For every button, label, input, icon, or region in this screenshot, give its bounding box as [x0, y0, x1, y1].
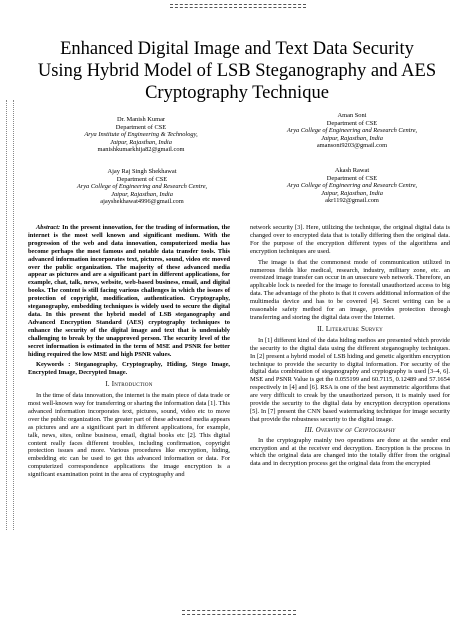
author-location: Jaipur, Rajasthan, India [111, 190, 173, 198]
keywords: Keywords : Steganography, Cryptography, Hiding, Stego Image, Encrypted Image, Decrypted Image. [28, 361, 230, 377]
author-dept: Department of CSE [116, 175, 168, 183]
author-dept: Department of CSE [115, 123, 167, 131]
author-location: Jaipur, Rajasthan, India [321, 134, 383, 142]
author-name: Dr. Manish Kumar [116, 116, 166, 123]
author-email: ajayshekhawat4996@gmail.com [100, 198, 184, 206]
abstract [28, 224, 230, 358]
paragraph: The image is that the commonest mode of communication utilized in numerous fields like medical, research, industry, military zone, etc. an oversized image transfer can occur in an unsecure web network. Therefore, an applicable lock is needed for the image to forestall unauthorized access to big data. The advantage of the photo is that it covers additional information of the multimedia device and has to be covered [4]. Secret writing can be a reasonable safety method for an image, provides protection through transferring and storing the digital data over the Internet. [250, 258, 450, 321]
author-block [270, 167, 434, 205]
author-institution: Arya College of Engineering and Research Centre, [286, 182, 418, 190]
author-institution: Arya College of Engineering and Research Centre, [286, 127, 418, 135]
paragraph: network security [3]. Here, utilizing the technique, the original digital data is changed over to encrypted data that is totally differing then the original data. For the purpose of the encryption different types of the algorithms and encryption techniques are used. [250, 224, 450, 255]
author-name: Ajay Raj Singh Shekhawat [107, 168, 177, 175]
right-column [250, 224, 450, 471]
paragraph: In the cryptography mainly two operations are done at the sender end encryption and at the receiver end decryption. Encryption is the process in which the original data are changed into the totally differ from the original data and in decryption process get the original data from the encrypted [250, 436, 450, 468]
paper-title: Enhanced Digital Image and Text Data Security Using Hybrid Model of LSB Steganography and AES Cryptography Technique [37, 39, 437, 103]
author-dept: Department of CSE [326, 119, 378, 127]
author-name: Aman Soni [337, 112, 367, 119]
side-stamp [6, 100, 14, 530]
author-dept: Department of CSE [326, 174, 378, 182]
author-location: Jaipur, Rajasthan, India [110, 138, 172, 146]
author-block [66, 116, 216, 154]
abstract-label: Abstract: [36, 224, 61, 231]
abstract-text: In the present innovation, for the trading of information, the internet is the most well known and significant medium. With the progression of the web and data innovation, computerized media has become perhaps the most famous and notable data transfer tools. This advanced information incorporates text, pictures, sound, video etc moved over the public organization. The majority of these advanced media appear as pictures and are a significant part in different applications, for example, chat, talk, news, website, web-based business, email, and digital books. The content is still facing various challenges in which the issues of protection of copyright, modification, authentication. Cryptography, steganography, embedding techniques is widely used to secure the digital data. In this present the hybrid model of LSB steganography and Advanced Encryption Standard (AES) cryptography techniques to enhance the security of the digital image and text that is undeniably challenging to break by the unapproved person. The security level of the secret information is estimated in the term of MSE and PSNR for better hiding required the low MSE and high PSNR values. [28, 224, 230, 358]
section-heading-cryptography: III. Overview of Cryptography [304, 426, 396, 434]
author-block [270, 112, 434, 150]
author-block [60, 168, 224, 206]
footer-rule [182, 610, 296, 615]
author-email: amansoni9203@gmail.com [316, 142, 388, 150]
header-rule [170, 4, 306, 8]
section-heading-introduction: I. Introduction [105, 381, 153, 389]
author-location: Jaipur, Rajasthan, India [321, 189, 383, 197]
author-email: manishkumarkhija82@gmail.com [97, 146, 185, 154]
paragraph: In [1] different kind of the data hiding methos are presented which provide the security to the digital data using the different steganography techniques. In [2] present a hybrid model of LSB hiding and genetic algorithm encryption technique to provide the security to digital information. For security of the digital data combination of steganography and cryptography is used [3–4, 6]. MSE and PSNR Value is get the 0.055199 and 60.7115, 0.12489 and 57.1654 respectively in [4] and [6]. RSA is one of the best asymmetric algorithms that are very difficult to creak by the unauthorized person, it is mainly used for provide the security to the digital data by encryption decryption operations [5]. In [7] present the CNN based watermarking technique for image security that provide the robustness security to the digital image. [250, 336, 450, 423]
author-email: akr1192@gmail.com [325, 197, 379, 205]
author-name: Akash Rawat [334, 167, 370, 174]
paragraph: In the time of data innovation, the internet is the main piece of data trade or most well-known way for transferring or sharing the information data [1]. This advanced information incorporates text, pictures, sound, video etc to move over the public organization. The greater part of these advanced media appears as pictures and are a significant part in different applications, for example, talk, news, sites, online business, email, digital books etc [2]. This digital content really faces different troubles, including confirmation, copyright protection issues and more. Various procedures like encryption, hiding, embedding etc can be used to get this advanced information or data. For computerized correspondence applications the image encryption is a significant examination point in the area of cryptography and [28, 392, 230, 479]
author-institution: Arya College of Engineering and Research Centre, [76, 183, 208, 191]
section-heading-literature-survey: II. Literature Survey [317, 325, 383, 333]
author-institution: Arya Institute of Engineering & Technology, [84, 131, 198, 139]
left-column [28, 224, 230, 482]
